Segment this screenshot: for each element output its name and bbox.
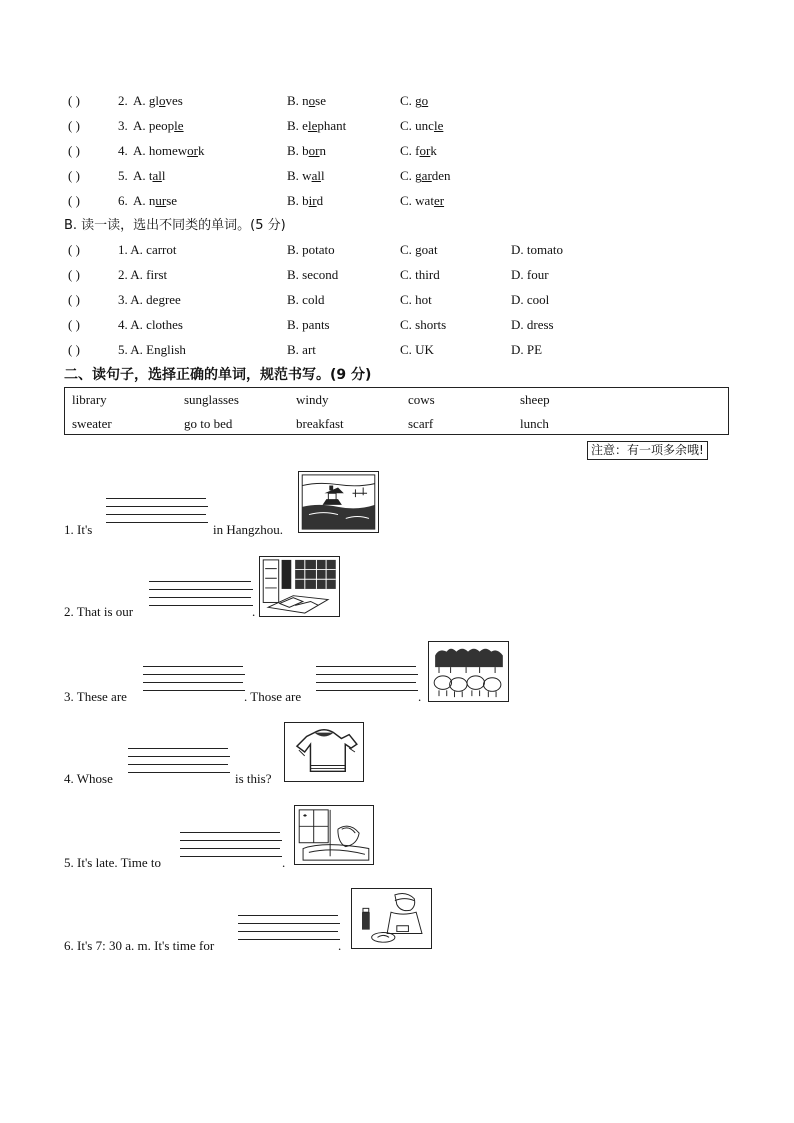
option-a: 5. A. English — [118, 342, 186, 357]
option-a: A. nurse — [133, 193, 178, 208]
cows-sheep-icon — [428, 641, 509, 702]
library-icon — [259, 556, 340, 617]
option-b: B. cold — [287, 292, 325, 307]
question-2-prefix: 2. That is our — [64, 604, 134, 619]
option-a: A. tall — [133, 168, 166, 183]
question-3-prefix: 3. These are — [64, 689, 127, 704]
option-c: C. third — [400, 267, 440, 282]
question-2-suffix: . — [252, 604, 256, 619]
word-bank — [64, 387, 729, 435]
answer-blank[interactable]: ( ) — [68, 143, 80, 158]
option-a: 1. A. carrot — [118, 242, 177, 257]
part-b-row — [0, 290, 794, 310]
option-b: B. art — [287, 342, 316, 357]
answer-blank[interactable]: ( ) — [68, 242, 80, 257]
option-c: C. fork — [400, 143, 437, 158]
option-b: B. bird — [287, 193, 324, 208]
word-bank-item: windy — [296, 392, 329, 407]
answer-blank[interactable]: ( ) — [68, 93, 80, 108]
option-c: C. UK — [400, 342, 434, 357]
question-4-prefix: 4. Whose — [64, 771, 113, 786]
option-c: C. go — [400, 93, 429, 108]
option-b: B. born — [287, 143, 327, 158]
option-a: 4. A. clothes — [118, 317, 183, 332]
option-c: C. water — [400, 193, 445, 208]
option-d: D. four — [511, 267, 549, 282]
option-b: B. wall — [287, 168, 325, 183]
option-a: 3. A. degree — [118, 292, 181, 307]
answer-lines-4[interactable] — [128, 748, 230, 780]
option-c: C. garden — [400, 168, 451, 183]
option-a: 2. A. first — [118, 267, 168, 282]
part-b-row — [0, 315, 794, 335]
question-number: 4. — [118, 143, 128, 158]
option-a: A. people — [133, 118, 184, 133]
question-1-suffix: in Hangzhou. — [213, 522, 284, 537]
word-bank-item: sweater — [72, 416, 112, 431]
part-a-row — [0, 116, 794, 136]
question-4-suffix: is this? — [235, 771, 272, 786]
option-d: D. PE — [511, 342, 543, 357]
bed-icon — [294, 805, 374, 865]
pagoda-lake-icon — [298, 471, 379, 533]
option-b: B. potato — [287, 242, 335, 257]
answer-lines-1[interactable] — [106, 498, 208, 530]
note-extra-word: 注意：有一项多余哦! — [587, 441, 708, 460]
part-a-row — [0, 166, 794, 186]
answer-lines-3a[interactable] — [143, 666, 245, 698]
answer-blank[interactable]: ( ) — [68, 342, 80, 357]
word-bank-item: lunch — [520, 416, 549, 431]
answer-lines-3b[interactable] — [316, 666, 418, 698]
part-b-heading: B. 读一读，选出不同类的单词。(5 分) — [64, 218, 286, 233]
part-b-row — [0, 240, 794, 260]
part-a-row — [0, 191, 794, 211]
question-5-prefix: 5. It's late. Time to — [64, 855, 161, 870]
question-number: 3. — [118, 118, 128, 133]
option-b: B. elephant — [287, 118, 347, 133]
question-1-prefix: 1. It's — [64, 522, 93, 537]
part-b-row — [0, 265, 794, 285]
answer-lines-2[interactable] — [149, 581, 253, 613]
option-a: A. homework — [133, 143, 205, 158]
part-a-row — [0, 91, 794, 111]
option-b: B. pants — [287, 317, 330, 332]
question-6-prefix: 6. It's 7: 30 a. m. It's time for — [64, 938, 215, 953]
answer-blank[interactable]: ( ) — [68, 267, 80, 282]
word-bank-item: go to bed — [184, 416, 233, 431]
option-a: A. gloves — [133, 93, 183, 108]
word-bank-item: scarf — [408, 416, 434, 431]
sweater-icon — [284, 722, 364, 782]
answer-blank[interactable]: ( ) — [68, 118, 80, 133]
option-c: C. goat — [400, 242, 438, 257]
question-number: 2. — [118, 93, 128, 108]
answer-lines-6[interactable] — [238, 915, 340, 947]
answer-blank[interactable]: ( ) — [68, 168, 80, 183]
section-2-heading: 二、读句子，选择正确的单词，规范书写。(9 分) — [64, 367, 372, 383]
option-d: D. cool — [511, 292, 550, 307]
word-bank-item: cows — [408, 392, 435, 407]
option-c: C. shorts — [400, 317, 447, 332]
option-d: D. tomato — [511, 242, 563, 257]
question-number: 5. — [118, 168, 128, 183]
question-3-middle: . Those are — [244, 689, 302, 704]
word-bank-item: sheep — [520, 392, 550, 407]
option-d: D. dress — [511, 317, 554, 332]
answer-blank[interactable]: ( ) — [68, 193, 80, 208]
breakfast-icon — [351, 888, 432, 949]
option-c: C. uncle — [400, 118, 444, 133]
part-a-row — [0, 141, 794, 161]
question-5-suffix: . — [282, 855, 286, 870]
question-6-suffix: . — [338, 938, 342, 953]
word-bank-item: library — [72, 392, 107, 407]
question-3-suffix: . — [418, 689, 422, 704]
answer-lines-5[interactable] — [180, 832, 282, 864]
part-b-row — [0, 340, 794, 360]
question-number: 6. — [118, 193, 128, 208]
answer-blank[interactable]: ( ) — [68, 317, 80, 332]
answer-blank[interactable]: ( ) — [68, 292, 80, 307]
option-c: C. hot — [400, 292, 432, 307]
word-bank-item: breakfast — [296, 416, 344, 431]
word-bank-item: sunglasses — [184, 392, 239, 407]
option-b: B. second — [287, 267, 339, 282]
option-b: B. nose — [287, 93, 327, 108]
